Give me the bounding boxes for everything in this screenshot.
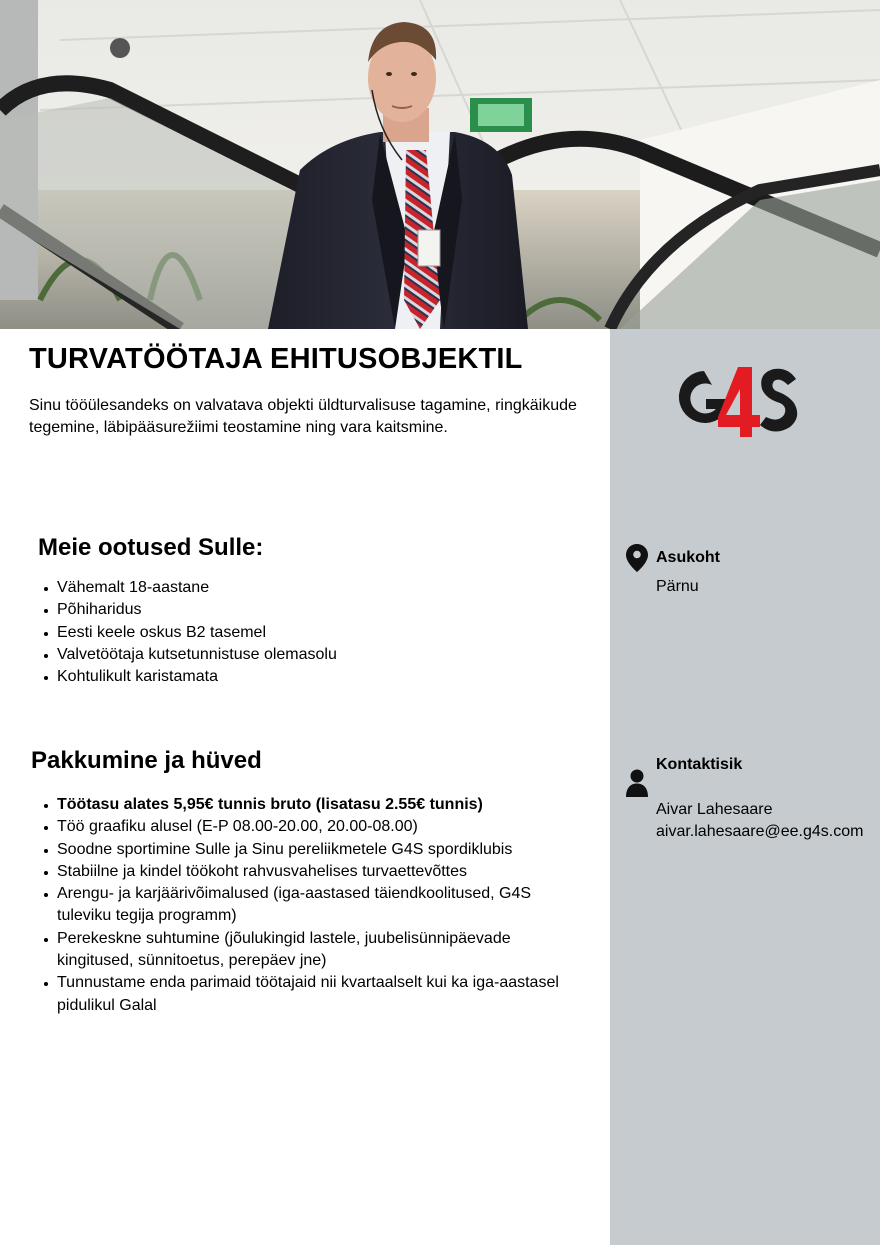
expectations-heading: Meie ootused Sulle: <box>38 534 264 561</box>
location-label: Asukoht <box>656 549 720 566</box>
list-item: Stabiilne ja kindel töökoht rahvusvahelises turvaettevõttes <box>42 861 562 883</box>
contact-email[interactable]: aivar.lahesaare@ee.g4s.com <box>656 823 864 840</box>
contact-name: Aivar Lahesaare <box>656 801 773 818</box>
list-item: Valvetöötaja kutsetunnistuse olemasolu <box>42 644 562 666</box>
expectations-list <box>42 577 562 688</box>
list-item: Perekeskne suhtumine (jõulukingid lastele, juubelisünnipäevade kingitused, sünnitoetus, perepäev jne) <box>42 928 562 973</box>
benefits-list <box>42 794 562 1017</box>
list-item: Kohtulikult karistamata <box>42 666 562 688</box>
job-intro: Sinu tööülesandeks on valvatava objekti üldturvalisuse tagamine, ringkäikude tegemine, läbipääsurežiimi teostamine ning vara kaitsmine. <box>29 397 577 436</box>
page-title: TURVATÖÖTAJA EHITUSOBJEKTIL <box>29 343 523 375</box>
list-item: Töö graafiku alusel (E-P 08.00-20.00, 20.00-08.00) <box>42 816 562 838</box>
list-item: Eesti keele oskus B2 tasemel <box>42 622 562 644</box>
g4s-logo <box>674 359 800 439</box>
sidebar <box>610 329 880 1245</box>
security-guard-photo <box>0 0 880 329</box>
list-item: Põhiharidus <box>42 599 562 621</box>
list-item: Soodne sportimine Sulle ja Sinu pereliikmetele G4S spordiklubis <box>42 839 562 861</box>
hero-photo <box>0 0 880 329</box>
list-item: Arengu- ja karjäärivõimalused (iga-aastased täiendkoolitused, G4S tuleviku tegija programm) <box>42 883 562 928</box>
person-icon <box>626 769 648 797</box>
benefits-heading: Pakkumine ja hüved <box>31 747 262 774</box>
list-item: Töötasu alates 5,95€ tunnis bruto (lisatasu 2.55€ tunnis) <box>42 794 562 816</box>
location-value: Pärnu <box>656 578 699 595</box>
main-content <box>0 329 610 1245</box>
list-item: Tunnustame enda parimaid töötajaid nii kvartaalselt kui ka iga-aastasel pidulikul Galal <box>42 972 562 1017</box>
location-pin-icon <box>626 544 648 572</box>
list-item: Vähemalt 18-aastane <box>42 577 562 599</box>
contact-label: Kontaktisik <box>656 756 743 773</box>
